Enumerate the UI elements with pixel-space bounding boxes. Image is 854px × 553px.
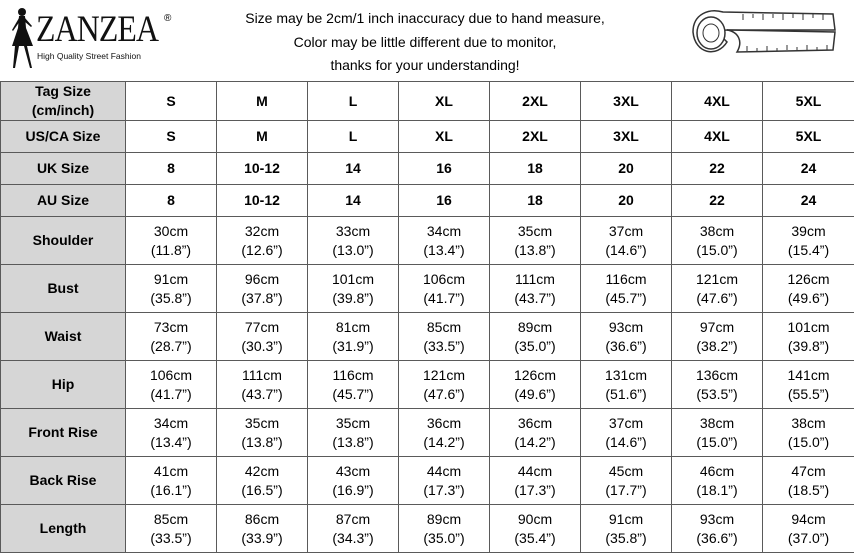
brand-name: ZANZEA <box>36 9 159 50</box>
size-cell: XL <box>399 82 490 121</box>
inch-value: (15.0”) <box>696 241 738 258</box>
inch-value: (14.6”) <box>605 241 647 258</box>
cm-value: 32cm <box>244 222 280 239</box>
size-cell: 4XL <box>672 82 763 121</box>
measurement-cell <box>490 217 581 265</box>
inch-value: (41.7”) <box>150 385 192 402</box>
size-cell: 5XL <box>763 121 854 153</box>
measurement-cell <box>490 361 581 409</box>
size-cell: 24 <box>763 185 854 217</box>
measurement-row <box>1 361 854 409</box>
cm-value: 35cm <box>244 414 280 431</box>
size-cell: S <box>126 82 217 121</box>
inch-value: (41.7”) <box>423 289 465 306</box>
cm-value: 93cm <box>699 510 735 527</box>
cm-value: 39cm <box>791 222 826 239</box>
inch-value: (43.7”) <box>514 289 556 306</box>
inch-value: (39.8”) <box>787 337 830 354</box>
cm-value: 89cm <box>517 318 553 335</box>
inch-value: (13.4”) <box>423 241 465 258</box>
measurement-cell <box>126 217 217 265</box>
measurement-cell <box>581 265 672 313</box>
measurement-row <box>1 409 854 457</box>
cm-value: 34cm <box>153 414 189 431</box>
inch-value: (15.4”) <box>787 241 830 258</box>
measurement-cell <box>399 361 490 409</box>
row-label: Back Rise <box>1 457 126 505</box>
cm-value: 101cm <box>787 318 830 335</box>
cm-value: 30cm <box>153 222 189 239</box>
inch-value: (13.0”) <box>332 241 374 258</box>
measurement-cell <box>308 457 399 505</box>
cm-value: 131cm <box>604 366 648 383</box>
size-cell: 14 <box>308 153 399 185</box>
inch-value: (17.3”) <box>514 481 556 498</box>
cm-value: 106cm <box>422 270 466 287</box>
inch-value: (35.4”) <box>514 529 556 546</box>
brand-logo <box>6 4 186 74</box>
inch-value: (15.0”) <box>787 433 830 450</box>
inch-value: (13.8”) <box>241 433 283 450</box>
measurement-cell <box>672 265 763 313</box>
cm-value: 38cm <box>791 414 826 431</box>
size-chart-table <box>0 81 854 553</box>
cm-value: 91cm <box>608 510 644 527</box>
cm-value: 126cm <box>787 270 830 287</box>
cm-value: 121cm <box>422 366 466 383</box>
size-cell: 3XL <box>581 121 672 153</box>
size-cell: S <box>126 121 217 153</box>
measurement-cell <box>308 361 399 409</box>
inch-value: (49.6”) <box>787 289 830 306</box>
cm-value: 116cm <box>332 366 374 383</box>
cm-value: 111cm <box>242 366 282 383</box>
inch-value: (13.8”) <box>332 433 374 450</box>
inch-value: (16.1”) <box>150 481 192 498</box>
inch-value: (12.6”) <box>241 241 283 258</box>
measurement-cell <box>308 217 399 265</box>
cm-value: 96cm <box>244 270 280 287</box>
cm-value: 86cm <box>244 510 280 527</box>
cm-value: 44cm <box>517 462 553 479</box>
measurement-cell <box>581 457 672 505</box>
size-cell: 8 <box>126 185 217 217</box>
size-cell: 16 <box>399 153 490 185</box>
measurement-cell <box>308 265 399 313</box>
size-cell: 22 <box>672 153 763 185</box>
cm-value: 111cm <box>515 270 555 287</box>
row-label-line: US/CA Size <box>25 128 101 144</box>
row-label-line: AU Size <box>36 192 90 208</box>
measurement-cell <box>490 313 581 361</box>
cm-value: 33cm <box>335 222 371 239</box>
cm-value: 121cm <box>695 270 739 287</box>
measurement-cell <box>763 313 854 361</box>
size-cell: 3XL <box>581 82 672 121</box>
cm-value: 34cm <box>426 222 462 239</box>
measurement-row <box>1 505 854 553</box>
size-cell: 10-12 <box>217 153 308 185</box>
cm-value: 136cm <box>695 366 739 383</box>
inch-value: (18.5”) <box>787 481 830 498</box>
measurement-cell <box>581 217 672 265</box>
cm-value: 87cm <box>335 510 371 527</box>
measurement-cell <box>763 217 854 265</box>
measurement-cell <box>126 505 217 553</box>
cm-value: 93cm <box>608 318 644 335</box>
measurement-cell <box>763 409 854 457</box>
measurement-cell <box>763 457 854 505</box>
measurement-cell <box>308 313 399 361</box>
cm-value: 101cm <box>331 270 375 287</box>
measurement-cell <box>126 313 217 361</box>
row-label: Length <box>1 505 126 553</box>
size-cell: L <box>308 82 399 121</box>
cm-value: 36cm <box>517 414 553 431</box>
cm-value: 37cm <box>608 414 644 431</box>
measurement-cell <box>490 265 581 313</box>
cm-value: 126cm <box>513 366 557 383</box>
brand-tagline: High Quality Street Fashion <box>37 51 141 61</box>
inch-value: (39.8”) <box>332 289 374 306</box>
inch-value: (43.7”) <box>241 385 283 402</box>
measurement-cell <box>217 457 308 505</box>
inch-value: (47.6”) <box>423 385 465 402</box>
inch-value: (31.9”) <box>332 337 374 354</box>
cm-value: 41cm <box>153 462 189 479</box>
cm-value: 45cm <box>608 462 644 479</box>
row-label: Hip <box>1 361 126 409</box>
measurement-cell <box>672 313 763 361</box>
measurement-cell <box>672 409 763 457</box>
cm-value: 44cm <box>426 462 462 479</box>
inch-value: (55.5”) <box>787 385 830 402</box>
cm-value: 38cm <box>699 414 735 431</box>
inch-value: (13.8”) <box>514 241 556 258</box>
inch-value: (36.6”) <box>605 337 647 354</box>
measurement-cell <box>399 457 490 505</box>
measurement-cell <box>217 265 308 313</box>
measurement-row <box>1 217 854 265</box>
measurement-cell <box>581 505 672 553</box>
measurement-cell <box>399 313 490 361</box>
inch-value: (45.7”) <box>605 289 647 306</box>
measurement-cell <box>308 505 399 553</box>
cm-value: 116cm <box>605 270 647 287</box>
cm-value: 141cm <box>787 366 830 383</box>
cm-value: 81cm <box>335 318 371 335</box>
cm-value: 37cm <box>608 222 644 239</box>
size-chart-body <box>1 82 854 553</box>
size-cell: 18 <box>490 153 581 185</box>
inch-value: (35.8”) <box>150 289 192 306</box>
size-cell: 8 <box>126 153 217 185</box>
measurement-cell <box>217 313 308 361</box>
size-cell: 4XL <box>672 121 763 153</box>
cm-value: 43cm <box>335 462 371 479</box>
measurement-cell <box>672 505 763 553</box>
inch-value: (28.7”) <box>150 337 192 354</box>
inch-value: (51.6”) <box>605 385 647 402</box>
inch-value: (47.6”) <box>696 289 738 306</box>
measurement-row <box>1 313 854 361</box>
inch-value: (15.0”) <box>696 433 738 450</box>
measurement-row <box>1 265 854 313</box>
inch-value: (33.9”) <box>241 529 283 546</box>
cm-value: 35cm <box>335 414 371 431</box>
cm-value: 106cm <box>149 366 193 383</box>
measurement-cell <box>126 457 217 505</box>
measurement-cell <box>217 505 308 553</box>
row-label <box>1 185 126 217</box>
measurement-cell <box>490 409 581 457</box>
size-cell: 5XL <box>763 82 854 121</box>
inch-value: (17.7”) <box>605 481 647 498</box>
inch-value: (33.5”) <box>150 529 192 546</box>
notice-text <box>215 7 635 78</box>
cm-value: 85cm <box>426 318 462 335</box>
measurement-cell <box>217 409 308 457</box>
measurement-row <box>1 457 854 505</box>
size-cell: 22 <box>672 185 763 217</box>
measurement-cell <box>126 361 217 409</box>
inch-value: (14.6”) <box>605 433 647 450</box>
measurement-cell <box>217 217 308 265</box>
size-cell: 2XL <box>490 121 581 153</box>
woman-silhouette-icon <box>6 6 36 72</box>
measurement-cell <box>308 409 399 457</box>
measurement-cell <box>399 409 490 457</box>
measurement-cell <box>217 361 308 409</box>
registered-mark: ® <box>164 13 172 24</box>
inch-value: (30.3”) <box>241 337 283 354</box>
inch-value: (16.9”) <box>332 481 374 498</box>
inch-value: (14.2”) <box>514 433 556 450</box>
cm-value: 38cm <box>699 222 735 239</box>
inch-value: (35.0”) <box>423 529 465 546</box>
size-cell: XL <box>399 121 490 153</box>
cm-value: 47cm <box>791 462 826 479</box>
measurement-cell <box>672 217 763 265</box>
row-label: Bust <box>1 265 126 313</box>
measurement-cell <box>763 265 854 313</box>
row-label: Waist <box>1 313 126 361</box>
inch-value: (35.8”) <box>605 529 647 546</box>
cm-value: 42cm <box>244 462 280 479</box>
size-cell: L <box>308 121 399 153</box>
inch-value: (33.5”) <box>423 337 465 354</box>
inch-value: (17.3”) <box>423 481 465 498</box>
measurement-cell <box>126 265 217 313</box>
measurement-cell <box>763 361 854 409</box>
size-cell: 16 <box>399 185 490 217</box>
size-cell: 14 <box>308 185 399 217</box>
inch-value: (14.2”) <box>423 433 465 450</box>
cm-value: 91cm <box>153 270 189 287</box>
cm-value: 73cm <box>153 318 189 335</box>
cm-value: 36cm <box>426 414 462 431</box>
cm-value: 90cm <box>517 510 553 527</box>
row-label: Shoulder <box>1 217 126 265</box>
size-cell: 20 <box>581 185 672 217</box>
notice-line: Size may be 2cm/1 inch inaccuracy due to hand measure, <box>245 10 605 26</box>
cm-value: 46cm <box>699 462 735 479</box>
measurement-cell <box>490 457 581 505</box>
measurement-cell <box>763 505 854 553</box>
size-cell: M <box>217 82 308 121</box>
measurement-cell <box>399 265 490 313</box>
cm-value: 89cm <box>426 510 462 527</box>
size-cell: 20 <box>581 153 672 185</box>
row-label <box>1 153 126 185</box>
notice-line: Color may be little different due to monitor, <box>293 33 557 50</box>
header <box>0 0 854 81</box>
size-cell: 2XL <box>490 82 581 121</box>
inch-value: (37.0”) <box>787 529 830 546</box>
measurement-cell <box>126 409 217 457</box>
measurement-cell <box>672 361 763 409</box>
size-row <box>1 153 854 185</box>
measurement-cell <box>581 409 672 457</box>
size-row <box>1 185 854 217</box>
inch-value: (36.6”) <box>696 529 738 546</box>
measurement-cell <box>399 505 490 553</box>
inch-value: (13.4”) <box>150 433 192 450</box>
measurement-cell <box>581 313 672 361</box>
inch-value: (18.1”) <box>696 481 738 498</box>
row-label-line: UK Size <box>36 160 90 176</box>
size-cell: M <box>217 121 308 153</box>
cm-value: 97cm <box>699 318 735 335</box>
size-cell: 24 <box>763 153 854 185</box>
inch-value: (35.0”) <box>514 337 556 354</box>
measurement-cell <box>490 505 581 553</box>
measurement-cell <box>399 217 490 265</box>
inch-value: (16.5”) <box>241 481 283 498</box>
row-label-line: (cm/inch) <box>31 102 95 118</box>
row-label <box>1 121 126 153</box>
measurement-cell <box>672 457 763 505</box>
measurement-cell <box>581 361 672 409</box>
cm-value: 35cm <box>517 222 553 239</box>
inch-value: (53.5”) <box>696 385 738 402</box>
cm-value: 94cm <box>791 510 826 527</box>
inch-value: (45.7”) <box>332 385 374 402</box>
row-label-line: Tag Size <box>35 83 91 99</box>
cm-value: 85cm <box>153 510 189 527</box>
size-cell: 10-12 <box>217 185 308 217</box>
inch-value: (38.2”) <box>696 337 738 354</box>
size-row <box>1 82 854 121</box>
inch-value: (37.8”) <box>241 289 283 306</box>
row-label <box>1 82 126 121</box>
cm-value: 77cm <box>244 318 280 335</box>
size-row <box>1 121 854 153</box>
inch-value: (34.3”) <box>332 529 374 546</box>
measuring-tape-icon <box>683 2 843 74</box>
size-cell: 18 <box>490 185 581 217</box>
inch-value: (49.6”) <box>514 385 556 402</box>
row-label: Front Rise <box>1 409 126 457</box>
notice-line: thanks for your understanding! <box>330 57 520 73</box>
inch-value: (11.8”) <box>150 241 192 258</box>
